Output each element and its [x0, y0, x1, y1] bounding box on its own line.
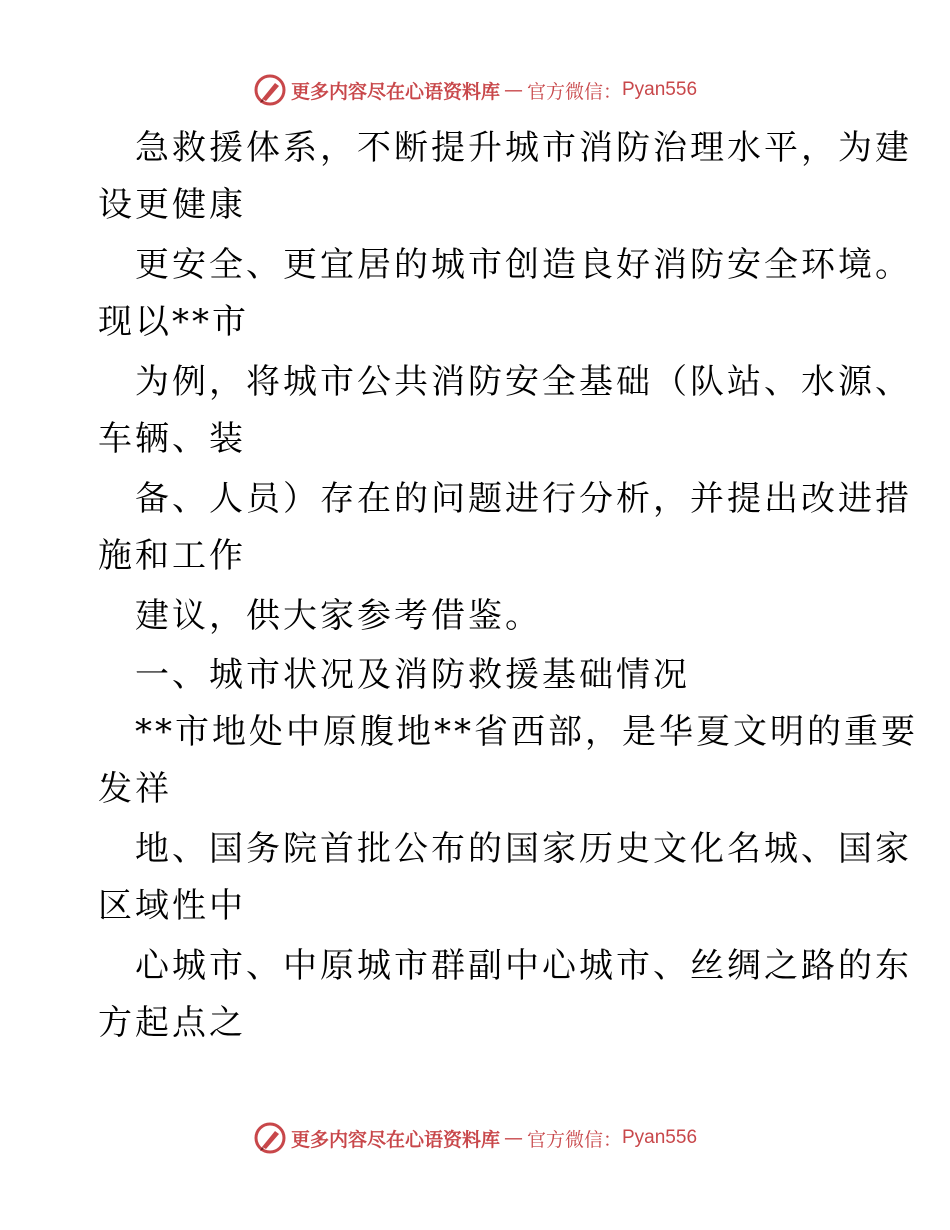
text-line: 设更健康 — [98, 185, 246, 225]
watermark-account: Pyan556 — [622, 1127, 698, 1148]
watermark-site-text: 更多内容尽在心语资料库 — [290, 80, 500, 103]
text-line: 区域性中 — [98, 886, 246, 926]
watermark-label: 官方微信： — [526, 1128, 622, 1151]
section-heading: 一、城市状况及消防救援基础情况 — [135, 655, 690, 695]
watermark-account: Pyan556 — [622, 79, 698, 100]
text-line: **市地处中原腹地**省西部，是华夏文明的重要 — [135, 712, 918, 752]
text-line: 为例，将城市公共消防安全基础（队站、水源、 — [135, 362, 912, 402]
text-line: 方起点之 — [98, 1003, 246, 1043]
text-line: 更安全、更宜居的城市创造良好消防安全环境。 — [135, 245, 912, 285]
pen-circle-logo-icon — [253, 1121, 287, 1155]
watermark-site-text: 更多内容尽在心语资料库 — [290, 1128, 500, 1151]
pen-circle-logo-icon — [253, 73, 287, 107]
watermark-separator: — — [503, 79, 523, 101]
footer-watermark — [0, 1118, 950, 1158]
watermark-separator: — — [503, 1127, 523, 1149]
text-line: 发祥 — [98, 769, 172, 809]
text-line: 备、人员）存在的问题进行分析，并提出改进措 — [135, 479, 912, 519]
text-line: 心城市、中原城市群副中心城市、丝绸之路的东 — [135, 946, 912, 986]
text-line: 建议，供大家参考借鉴。 — [135, 596, 542, 636]
text-line: 地、国务院首批公布的国家历史文化名城、国家 — [135, 829, 912, 869]
header-watermark — [0, 70, 950, 110]
text-line: 现以**市 — [98, 302, 249, 342]
watermark-label: 官方微信： — [526, 80, 622, 103]
text-line: 车辆、装 — [98, 419, 246, 459]
text-line: 施和工作 — [98, 536, 246, 576]
text-line: 急救援体系，不断提升城市消防治理水平，为建 — [135, 128, 912, 168]
